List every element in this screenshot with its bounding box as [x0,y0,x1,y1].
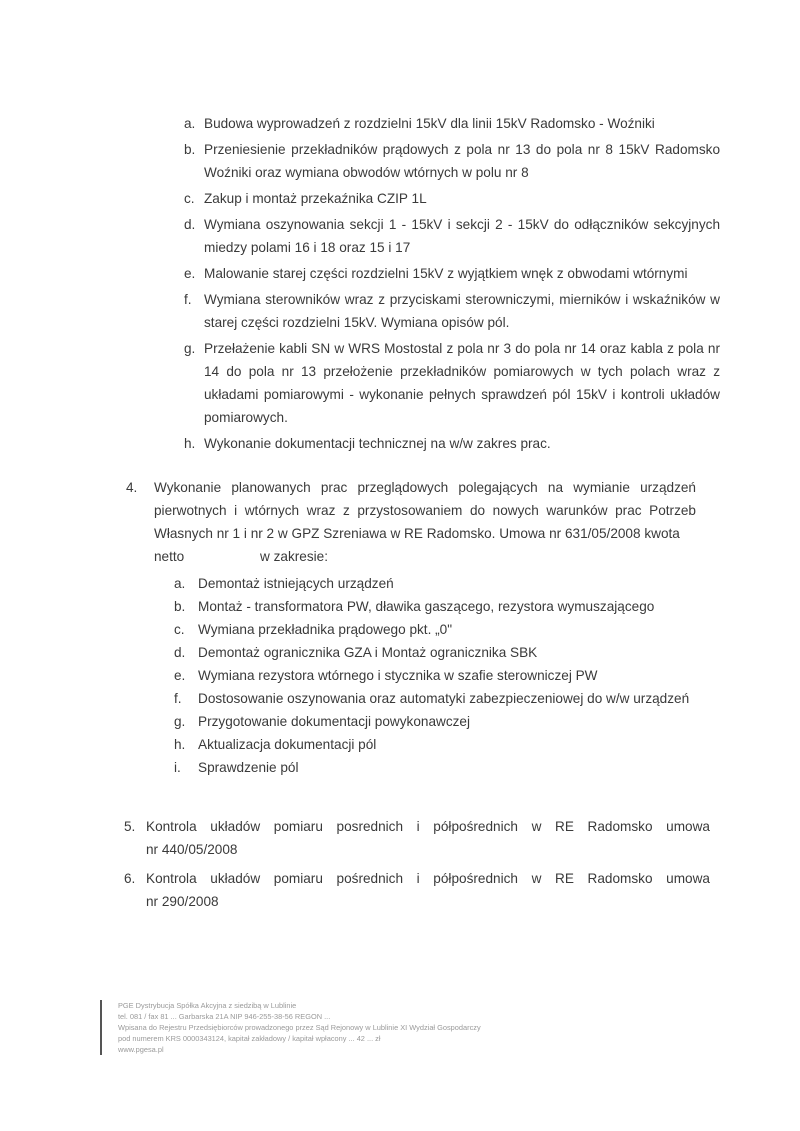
list-marker: h. [174,737,186,752]
list-item [184,187,720,210]
list-item [174,618,734,641]
list-text: Wymiana przekładnika prądowego pkt. „0" [198,622,453,637]
company-footer [100,1000,638,1055]
list-text: Aktualizacja dokumentacji pól [198,737,377,752]
list-item [184,432,720,455]
footer-company-name: PGE Dystrybucja Spółka Akcyjna z siedzibą w Lublinie [118,1001,297,1010]
list-marker: f. [174,691,182,706]
netto-label: netto [154,549,185,564]
list-item [184,337,720,429]
section-6 [124,867,710,913]
list-marker: a. [174,576,186,591]
section-4 [126,476,696,568]
list-item [184,213,720,259]
section-number: 5. [124,819,136,834]
list-item [184,138,720,184]
list-text: Wymiana oszynowania sekcji 1 - 15kV i sekcji 2 - 15kV do odłączników sekcyjnych miedzy polami 16 i 18 oraz 15 i 17 [204,217,720,255]
list-marker: f. [184,292,192,307]
list-text: Sprawdzenie pól [198,760,299,775]
list-marker: a. [184,116,196,131]
list-item [184,288,720,334]
list-text: Budowa wyprowadzeń z rozdzielni 15kV dla linii 15kV Radomsko - Woźniki [204,116,655,131]
list-2 [174,572,734,779]
section-number: 6. [124,871,136,886]
list-item [184,112,720,135]
section-text-line2: nr 440/05/2008 [146,842,238,857]
footer-registry: Wpisana do Rejestru Przedsiębiorców prowadzonego przez Sąd Rejonowy w Lublinie XI Wydział Gospodarczy [118,1023,481,1032]
list-item [174,710,734,733]
list-item [184,262,720,285]
list-item [174,595,734,618]
footer-website: www.pgesa.pl [118,1045,164,1054]
list-marker: h. [184,436,196,451]
list-text: Dostosowanie oszynowania oraz automatyki zabezpieczeniowej do w/w urządzeń [198,691,690,706]
list-marker: c. [184,191,195,206]
list-item [174,687,734,710]
list-marker: g. [184,341,196,356]
list-text: Wymiana rezystora wtórnego i stycznika w szafie sterowniczej PW [198,668,598,683]
list-text: Montaż - transformatora PW, dławika gaszącego, rezystora wymuszającego [198,599,655,614]
list-marker: d. [174,645,186,660]
list-item [174,756,734,779]
section-text: Wykonanie planowanych prac przeglądowych polegających na wymianie urządzeń pierwotnych i wtórnych wraz z przystosowaniem do nowych warunków prac Potrzeb Własnych nr 1 i nr 2 w GPZ Szreniawa w RE Radomsko. Umowa nr 631/05/2008 kwota [154,480,696,541]
list-text: Zakup i montaż przekaźnika CZIP 1L [204,191,427,206]
list-1 [184,112,720,455]
footer-krs: pod numerem KRS 0000343124, kapitał zakładowy / kapitał wpłacony ... 42 ... zł [118,1034,381,1043]
section-text-line2: nr 290/2008 [146,894,219,909]
section-text-line1: Kontrola układów pomiaru posrednich i półpośrednich w RE Radomsko umowa [146,819,710,834]
list-marker: c. [174,622,185,637]
list-marker: e. [184,266,196,281]
list-item [174,641,734,664]
list-text: Przełażenie kabli SN w WRS Mostostal z pola nr 3 do pola nr 14 oraz kabla z pola nr 14 do pola nr 13 przełożenie przekładników pomiarowych w tych polach wraz z układami pomiarowymi - wykonanie pełnych sprawdzeń pól 15kV i kontroli układów pomiarowych. [204,341,720,425]
footer-contact: tel. 081 / fax 81 ... Garbarska 21A NIP 946-255-38-56 REGON ... [118,1012,331,1021]
scope-label: w zakresie: [260,549,329,564]
list-text: Demontaż ogranicznika GZA i Montaż ogranicznika SBK [198,645,538,660]
section-text-line1: Kontrola układów pomiaru pośrednich i półpośrednich w RE Radomsko umowa [146,871,710,886]
list-item [174,664,734,687]
list-marker: e. [174,668,186,683]
list-marker: i. [174,760,181,775]
list-text: Wymiana sterowników wraz z przyciskami sterowniczymi, mierników i wskaźników w starej części rozdzielni 15kV. Wymiana opisów pól. [204,292,720,330]
list-text: Malowanie starej części rozdzielni 15kV z wyjątkiem wnęk z obwodami wtórnymi [204,266,688,281]
list-item [174,572,734,595]
section-number: 4. [126,480,138,495]
list-text: Przeniesienie przekładników prądowych z pola nr 13 do pola nr 8 15kV Radomsko Woźniki oraz wymiana obwodów wtórnych w polu nr 8 [204,142,720,180]
list-item [174,733,734,756]
section-lastline [154,545,696,568]
section-5 [124,815,710,861]
list-marker: b. [184,142,196,157]
list-text: Demontaż istniejących urządzeń [198,576,394,591]
list-marker: b. [174,599,186,614]
list-marker: g. [174,714,186,729]
list-text: Przygotowanie dokumentacji powykonawczej [198,714,471,729]
list-text: Wykonanie dokumentacji technicznej na w/w zakres prac. [204,436,551,451]
list-marker: d. [184,217,196,232]
